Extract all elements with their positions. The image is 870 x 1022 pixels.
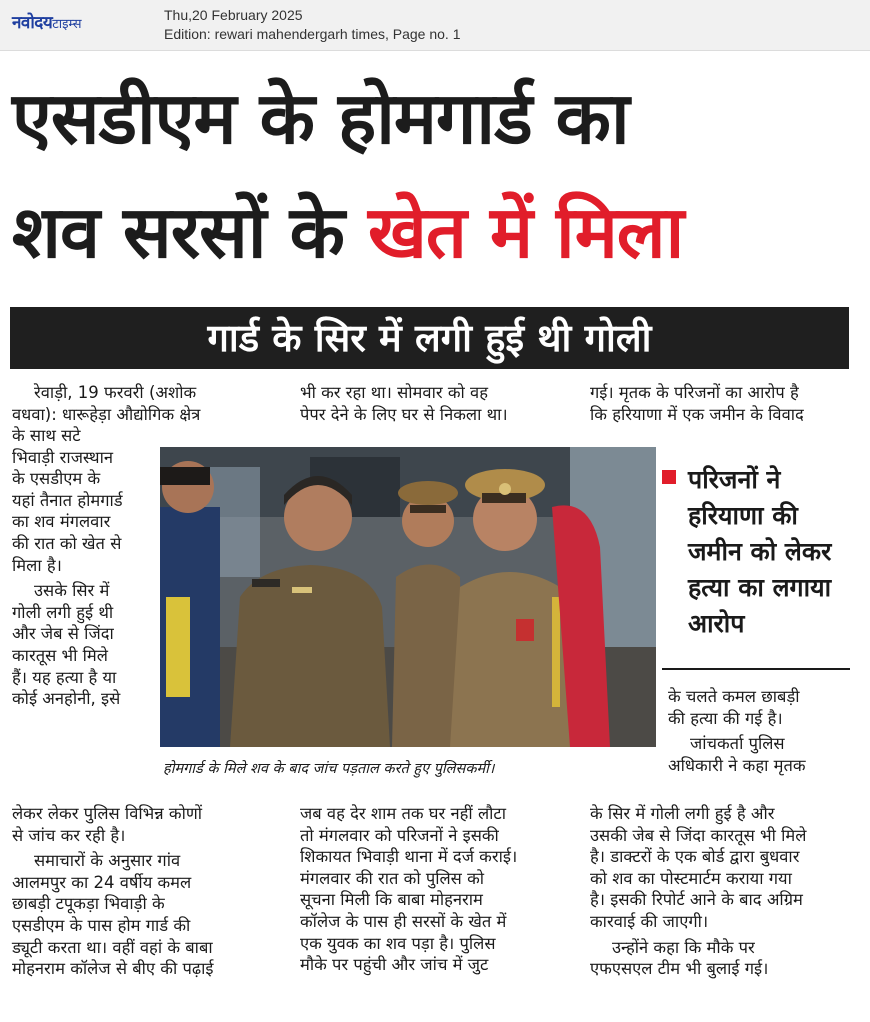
subhead-band <box>10 307 849 369</box>
col1-line: वधवा): धारूहेड़ा औद्योगिक क्षेत्र <box>12 404 201 424</box>
col1-line: के साथ सटे <box>12 426 81 445</box>
edition-meta <box>164 6 461 44</box>
newspaper-logo <box>12 10 82 33</box>
col3-line: उसकी जेब से जिंदा कारतूस भी मिले <box>590 825 807 845</box>
logo-main: नवोदय <box>12 13 53 33</box>
headline-line-2 <box>12 186 683 278</box>
col1-line: का शव मंगलवार <box>12 512 111 532</box>
headline-line-2-black: शव सरसों के <box>12 190 368 274</box>
headline-line-2-red: खेत में मिला <box>367 190 684 274</box>
col1-line: यहां तैनात होमगार्ड <box>12 490 123 510</box>
col2-line: भी कर रहा था। सोमवार को वह <box>300 383 488 402</box>
subhead-text: गार्ड के सिर में लगी हुई थी गोली <box>207 316 652 360</box>
col1-line: की रात को खेत से <box>12 533 122 553</box>
col3-line: जांचकर्ता पुलिस <box>690 734 785 754</box>
col2-line: मंगलवार की रात को पुलिस को <box>300 868 485 888</box>
col2-line: जब वह देर शाम तक घर नहीं लौटा <box>300 804 507 823</box>
edition-header <box>0 0 870 51</box>
col1-line: उसके सिर में <box>34 581 110 601</box>
edition-date: Thu,20 February 2025 <box>164 7 303 23</box>
column-3-mid <box>668 686 852 776</box>
col2-line: सूचना मिली कि बाबा मोहनराम <box>300 890 483 910</box>
col1-line: मिला है। <box>12 555 62 575</box>
col1-line: गोली लगी हुई थी <box>12 602 114 622</box>
col2-line: पेपर देने के लिए घर से निकला था। <box>300 404 508 424</box>
pull-quote-marker <box>662 470 676 484</box>
col1-line: कोई अनहोनी, इसे <box>12 689 121 709</box>
col1-line: से जांच कर रही है। <box>12 825 126 845</box>
col1-line: मोहनराम कॉलेज से बीए की पढ़ाई <box>12 959 214 979</box>
col1-line: एसडीएम के पास होम गार्ड की <box>12 915 191 935</box>
column-1-top <box>12 382 270 425</box>
col3-line: की हत्या की गई है। <box>668 708 783 728</box>
col2-line: कॉलेज के पास ही सरसों के खेत में <box>300 911 507 931</box>
column-2-bottom <box>300 803 562 976</box>
col1-line: के एसडीएम के <box>12 469 101 489</box>
col3-line: उन्होंने कहा कि मौके पर <box>612 937 755 957</box>
col3-line: के सिर में गोली लगी हुई है और <box>590 804 775 823</box>
police-officers-photo <box>160 447 656 747</box>
col3-line: के चलते कमल छाबड़ी <box>668 687 800 706</box>
pull-quote-text: परिजनों ने हरियाणा की जमीन को लेकर हत्या का लगाया आरोप <box>688 465 832 638</box>
col1-line: छाबड़ी टपूकड़ा भिवाड़ी के <box>12 894 165 914</box>
col3-line: है। डाक्टरों के एक बोर्ड द्वारा बुधवार <box>590 847 800 867</box>
col1-line: भिवाड़ी राजस्थान <box>12 447 113 467</box>
col2-line: एक युवक का शव पड़ा है। पुलिस <box>300 933 496 953</box>
edition-info: Edition: rewari mahendergarh times, Page no. 1 <box>164 26 461 42</box>
pull-quote-rule <box>662 668 850 670</box>
headline-line-1: एसडीएम के होमगार्ड का <box>12 76 629 160</box>
col1-line: आलमपुर का 24 वर्षीय कमल <box>12 872 192 892</box>
col3-line: को शव का पोस्टमार्टम कराया गया <box>590 868 792 888</box>
column-3-top <box>590 382 852 425</box>
column-3-bottom <box>590 803 852 980</box>
col1-line: लेकर लेकर पुलिस विभिन्न कोणों <box>12 804 203 823</box>
column-1-bottom <box>12 803 270 980</box>
column-1-narrow <box>12 425 150 710</box>
photo-caption: होमगार्ड के मिले शव के बाद जांच पड़ताल करते हुए पुलिसकर्मी। <box>163 761 495 777</box>
col1-line: ड्यूटी करता था। वहीं वहां के बाबा <box>12 937 213 957</box>
col3-line: है। इसकी रिपोर्ट आने के बाद अग्रिम <box>590 890 803 910</box>
col1-line: रेवाड़ी, 19 फरवरी (अशोक <box>34 383 197 402</box>
col2-line: शिकायत भिवाड़ी थाना में दर्ज कराई। <box>300 847 518 867</box>
col1-line: कारतूस भी मिले <box>12 645 108 665</box>
col3-line: एफएसएल टीम भी बुलाई गई। <box>590 959 769 979</box>
col3-line: गई। मृतक के परिजनों का आरोप है <box>590 383 799 402</box>
col1-line: समाचारों के अनुसार गांव <box>34 851 181 871</box>
col1-line: और जेब से जिंदा <box>12 624 114 644</box>
col2-line: मौके पर पहुंची और जांच में जुट <box>300 955 489 975</box>
col3-line: कारवाई की जाएगी। <box>590 911 709 931</box>
logo-sub: टाइम्स <box>52 17 82 32</box>
col2-line: तो मंगलवार को परिजनों ने इसकी <box>300 825 499 845</box>
col3-line: कि हरियाणा में एक जमीन के विवाद <box>590 404 804 424</box>
col1-line: हैं। यह हत्या है या <box>12 667 117 687</box>
column-2-top <box>300 382 562 425</box>
news-photo <box>160 447 656 747</box>
col3-line: अधिकारी ने कहा मृतक <box>668 755 806 775</box>
